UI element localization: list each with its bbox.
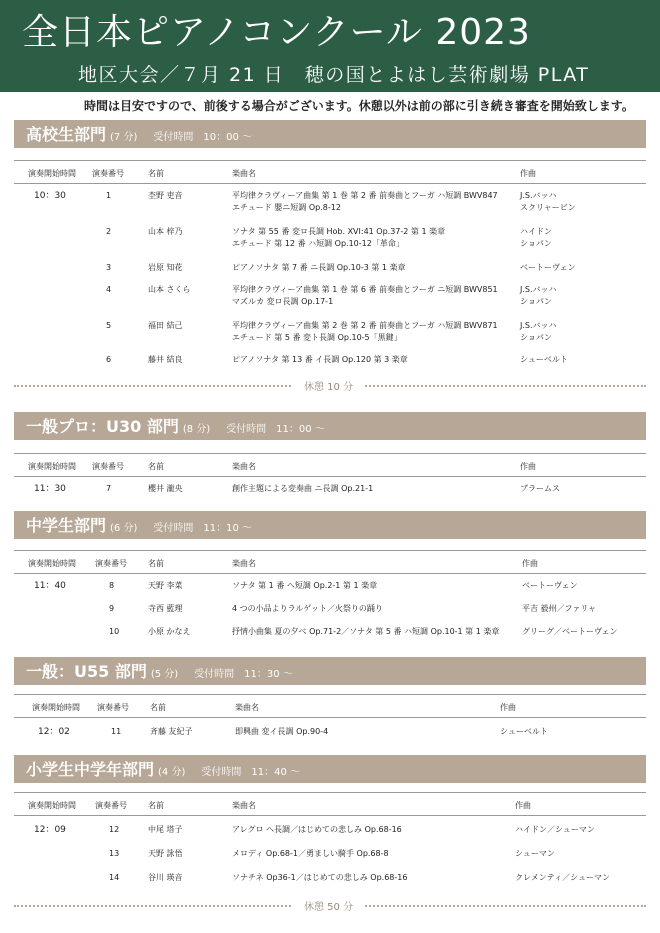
composer-name: シューマン <box>515 849 555 858</box>
composer-name: ベートーヴェン <box>520 263 576 272</box>
section-bar <box>14 755 646 783</box>
piece-title: ピアノソナタ 第 7 番 ニ長調 Op.10-3 第 1 楽章 <box>232 263 406 272</box>
composer-name: シューベルト <box>500 727 548 736</box>
piece-title: ソナタ 第 1 番 ヘ短調 Op.2-1 第 1 楽章 <box>232 581 378 590</box>
piece-title: 即興曲 変イ長調 Op.90-4 <box>235 727 329 736</box>
section-bar <box>14 120 646 148</box>
piece-title: 平均律クラヴィーア曲集 第 1 巻 第 2 番 前奏曲とフーガ ハ短調 BWV847 エチュード 嬰ニ短調 Op.8-12 <box>232 191 498 212</box>
section-duration: (7 分) <box>110 132 138 143</box>
performer-number: 8 <box>109 581 115 590</box>
section-bar <box>14 511 646 539</box>
notice-text: 時間は目安ですので、前後する場合がございます。休憩以外は前の部に引き続き審査を開始致します。 <box>84 99 634 113</box>
composer-name: 平吉 毅州／ファリャ <box>522 604 597 613</box>
column-header-name: 名前 <box>148 801 164 810</box>
section-name: 小学生中学年部門 <box>26 760 155 779</box>
start-time: 11：30 <box>34 484 66 494</box>
column-header-piece: 楽曲名 <box>232 462 256 471</box>
performer-number: 9 <box>109 604 115 613</box>
performer-name: 福田 結己 <box>148 321 183 330</box>
performer-name: 谷川 瑛音 <box>148 873 183 882</box>
column-header-composer: 作曲 <box>522 559 538 568</box>
column-header-composer: 作曲 <box>520 462 536 471</box>
table-header <box>14 453 646 477</box>
column-header-piece: 楽曲名 <box>235 703 259 712</box>
page-subtitle: 地区大会／７月 21 日 穂の国とよはし芸術劇場 PLAT <box>78 64 590 86</box>
table-header <box>14 792 646 816</box>
piece-title: アレグロ ヘ長調／はじめての悲しみ Op.68-16 <box>232 825 402 834</box>
table-header <box>14 160 646 184</box>
section-title <box>26 513 252 536</box>
column-header-num: 演奏番号 <box>92 169 124 178</box>
start-time: 10：30 <box>34 191 66 201</box>
piece-title: メロディ Op.68-1／勇ましい騎手 Op.68-8 <box>232 849 389 858</box>
composer-name: ハイドン／シューマン <box>515 825 595 834</box>
break-label: 休憩 50 分 <box>292 898 365 913</box>
section-title <box>26 757 300 780</box>
performer-number: 4 <box>106 285 112 294</box>
column-header-name: 名前 <box>148 462 164 471</box>
performer-name: 中尾 塔子 <box>148 825 183 834</box>
column-header-name: 名前 <box>148 169 164 178</box>
performer-name: 岩原 知花 <box>148 263 183 272</box>
performer-number: 11 <box>111 727 122 736</box>
column-header-num: 演奏番号 <box>92 462 124 471</box>
performer-name: 山本 梓乃 <box>148 227 183 236</box>
column-header-composer: 作曲 <box>520 169 536 178</box>
composer-name: クレメンティ／シューマン <box>515 873 610 882</box>
section-duration: (5 分) <box>150 669 179 680</box>
composer-name: ベートーヴェン <box>522 581 578 590</box>
performer-number: 7 <box>106 484 112 493</box>
performer-number: 3 <box>106 263 112 272</box>
section-reception: 受付時間 11：40 〜 <box>201 767 300 778</box>
piece-title: 抒情小曲集 夏の夕べ Op.71-2／ソナタ 第 5 番 ハ短調 Op.10-1 第 1 楽章 <box>232 627 500 636</box>
column-header-num: 演奏番号 <box>95 801 127 810</box>
performer-number: 10 <box>109 627 120 636</box>
start-time: 12：09 <box>34 825 66 835</box>
column-header-num: 演奏番号 <box>97 703 129 712</box>
column-header-piece: 楽曲名 <box>232 169 256 178</box>
section-title <box>26 122 252 145</box>
section-reception: 受付時間 11：10 〜 <box>153 523 252 534</box>
column-header-num: 演奏番号 <box>95 559 127 568</box>
composer-name: ハイドン ショパン <box>520 227 552 248</box>
column-header-time: 演奏開始時間 <box>28 801 76 810</box>
column-header-composer: 作曲 <box>515 801 531 810</box>
section-reception: 受付時間 11：00 〜 <box>226 424 325 435</box>
performer-name: 天野 詠悟 <box>148 849 183 858</box>
performer-number: 6 <box>106 355 112 364</box>
section-title <box>26 414 325 437</box>
composer-name: シューベルト <box>520 355 568 364</box>
section-duration: (4 分) <box>158 767 186 778</box>
section-name: 一般：U55 部門 <box>26 662 147 681</box>
section-name: 高校生部門 <box>26 125 107 144</box>
piece-title: 4 つの小品よりラルゲット／火祭りの踊り <box>232 604 383 613</box>
section-reception: 受付時間 10：00 〜 <box>153 132 252 143</box>
performer-name: 櫻井 瀧央 <box>148 484 183 493</box>
column-header-time: 演奏開始時間 <box>28 462 76 471</box>
section-name: 一般プロ：U30 部門 <box>26 417 179 436</box>
column-header-piece: 楽曲名 <box>232 559 256 568</box>
performer-name: 山本 さくら <box>148 285 191 294</box>
column-header-composer: 作曲 <box>500 703 516 712</box>
performer-name: 杢野 吏音 <box>148 191 183 200</box>
section-title <box>26 659 293 682</box>
performer-number: 5 <box>106 321 112 330</box>
section-name: 中学生部門 <box>26 516 107 535</box>
performer-name: 斉藤 友紀子 <box>150 727 193 736</box>
column-header-time: 演奏開始時間 <box>28 559 76 568</box>
performer-number: 14 <box>109 873 120 882</box>
performer-number: 2 <box>106 227 112 236</box>
performer-name: 小原 かなえ <box>148 627 191 636</box>
piece-title: ソナタ 第 55 番 変ロ長調 Hob. XVI:41 Op.37-2 第 1 楽章 エチュード 第 12 番 ハ短調 Op.10-12「革命」 <box>232 227 446 248</box>
piece-title: 創作主題による変奏曲 ニ長調 Op.21-1 <box>232 484 374 493</box>
start-time: 11：40 <box>34 581 66 591</box>
performer-number: 13 <box>109 849 120 858</box>
section-bar <box>14 657 646 685</box>
composer-name: J.S.バッハ ショパン <box>520 285 557 306</box>
piece-title: ピアノソナタ 第 13 番 イ長調 Op.120 第 3 楽章 <box>232 355 408 364</box>
start-time: 12：02 <box>38 727 70 737</box>
column-header-time: 演奏開始時間 <box>32 703 80 712</box>
section-duration: (8 分) <box>182 424 211 435</box>
section-bar <box>14 412 646 440</box>
column-header-name: 名前 <box>150 703 166 712</box>
piece-title: ソナチネ Op36-1／はじめての悲しみ Op.68-16 <box>232 873 408 882</box>
performer-number: 1 <box>106 191 112 200</box>
composer-name: J.S.バッハ スクリャービン <box>520 191 576 212</box>
composer-name: グリーグ／ベートーヴェン <box>522 627 618 636</box>
column-header-piece: 楽曲名 <box>232 801 256 810</box>
performer-name: 寺西 藍理 <box>148 604 183 613</box>
header-banner <box>0 0 660 92</box>
column-header-time: 演奏開始時間 <box>28 169 76 178</box>
composer-name: ブラームス <box>520 484 560 493</box>
composer-name: J.S.バッハ ショパン <box>520 321 557 342</box>
performer-name: 天野 李菜 <box>148 581 183 590</box>
table-header <box>14 550 646 574</box>
piece-title: 平均律クラヴィーア曲集 第 2 巻 第 2 番 前奏曲とフーガ ハ短調 BWV871 エチュード 第 5 番 変ト長調 Op.10-5「黒鍵」 <box>232 321 498 342</box>
table-header <box>14 694 646 718</box>
break-label: 休憩 10 分 <box>292 378 365 393</box>
section-duration: (6 分) <box>110 523 138 534</box>
section-reception: 受付時間 11：30 〜 <box>194 669 293 680</box>
performer-name: 藤井 結良 <box>148 355 183 364</box>
page-title: 全日本ピアノコンクール 2023 <box>22 12 531 53</box>
performer-number: 12 <box>109 825 120 834</box>
piece-title: 平均律クラヴィーア曲集 第 1 巻 第 6 番 前奏曲とフーガ ニ短調 BWV851 マズルカ 変ロ長調 Op.17-1 <box>232 285 498 306</box>
column-header-name: 名前 <box>148 559 164 568</box>
